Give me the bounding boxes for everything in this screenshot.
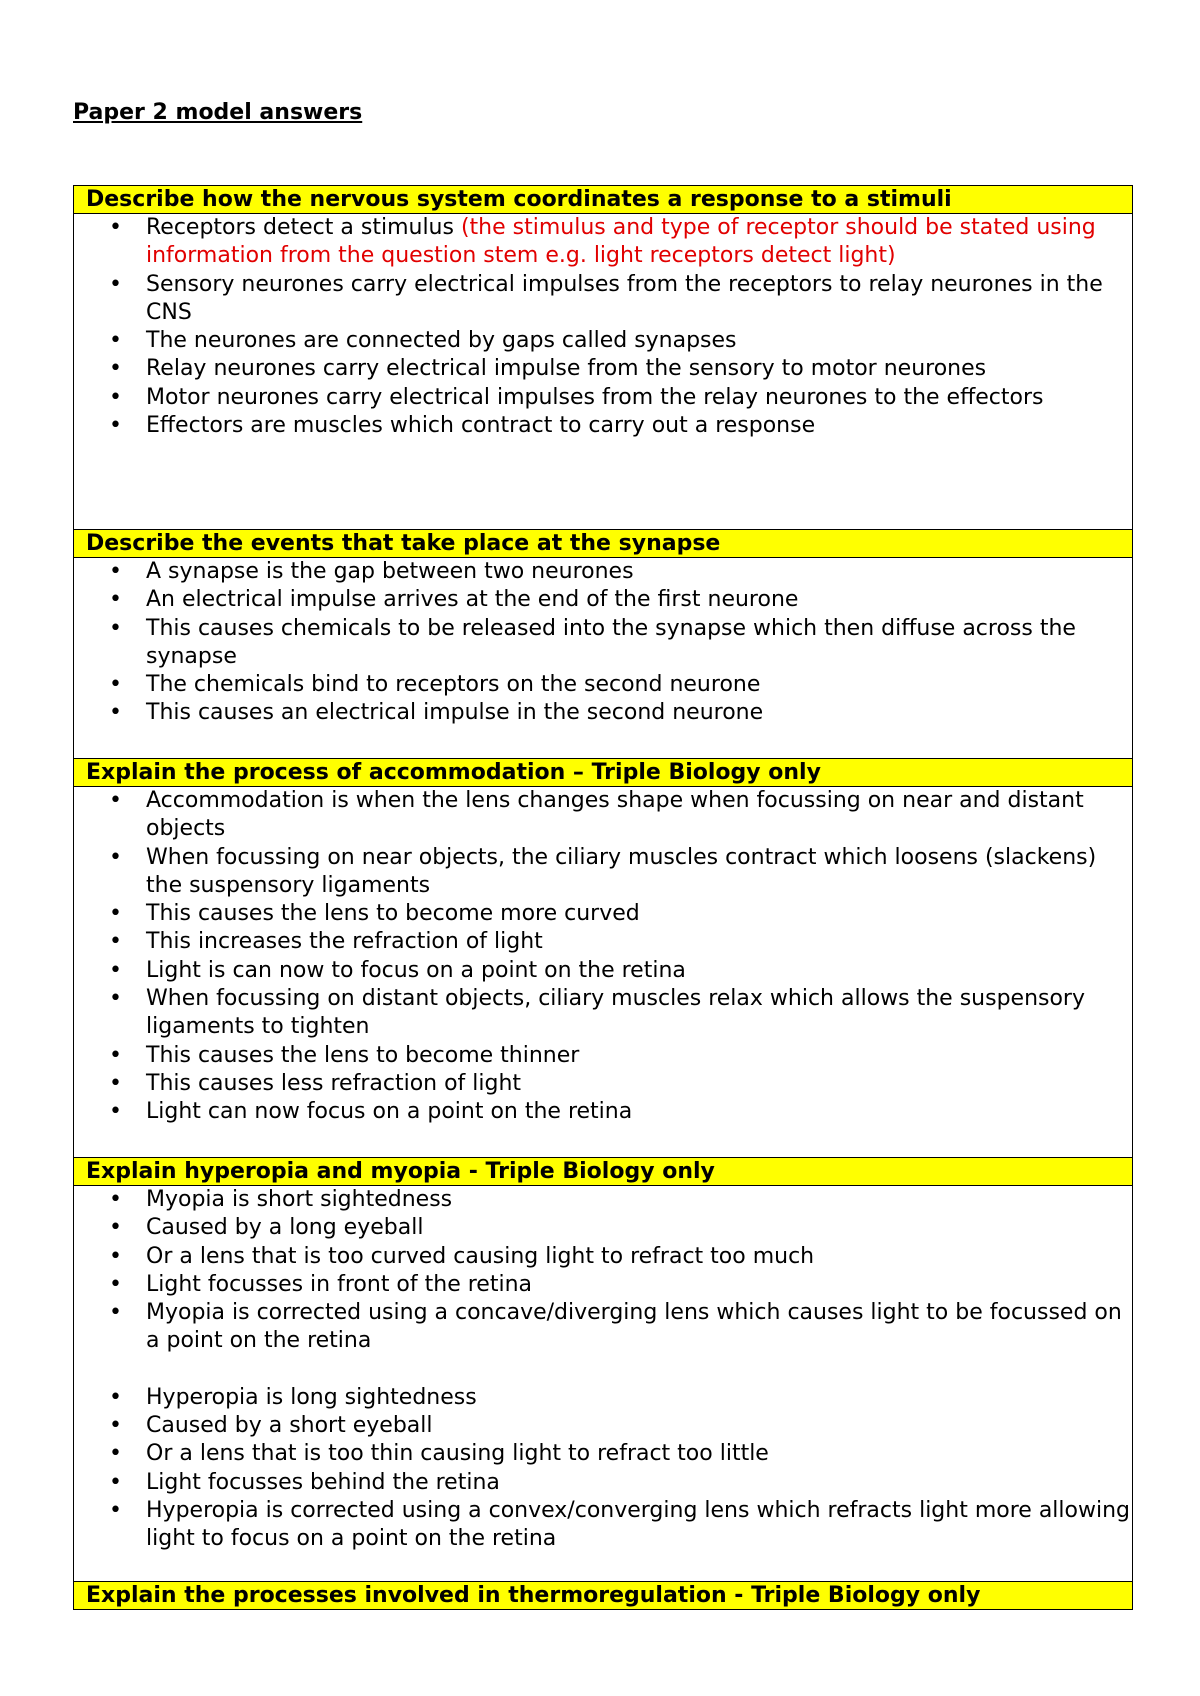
list-item: • Hyperopia is long sightedness — [146, 1384, 1132, 1412]
answer-cell — [74, 787, 1133, 1158]
question-row — [74, 1158, 1133, 1186]
answer-cell — [74, 214, 1133, 530]
list-item: • Or a lens that is too thin causing light to refract too little — [146, 1440, 1132, 1468]
list-item: • A synapse is the gap between two neurones — [146, 558, 1132, 586]
list-item: • Accommodation is when the lens changes shape when focussing on near and distant objects — [146, 787, 1132, 844]
list-item: • When focussing on distant objects, ciliary muscles relax which allows the suspensory ligaments to tighten — [146, 985, 1132, 1042]
list-item: • Light focusses in front of the retina — [146, 1271, 1132, 1299]
question-heading: Explain hyperopia and myopia - Triple Biology only — [74, 1158, 1133, 1186]
answer-list — [86, 214, 1132, 440]
list-item: • Hyperopia is corrected using a convex/converging lens which refracts light more allowing light to focus on a point on the retina — [146, 1497, 1132, 1554]
question-heading: Explain the process of accommodation – Triple Biology only — [74, 759, 1133, 787]
answer-row — [74, 787, 1133, 1158]
list-item: • Myopia is corrected using a concave/diverging lens which causes light to be focussed on a point on the retina — [146, 1299, 1132, 1356]
list-item: • Light can now focus on a point on the retina — [146, 1098, 1132, 1126]
question-heading: Describe the events that take place at the synapse — [74, 530, 1133, 558]
answer-row — [74, 1186, 1133, 1582]
question-heading: Explain the processes involved in thermoregulation - Triple Biology only — [74, 1582, 1133, 1610]
list-item: • This causes less refraction of light — [146, 1070, 1132, 1098]
list-item: • Caused by a long eyeball — [146, 1214, 1132, 1242]
list-item: • This increases the refraction of light — [146, 928, 1132, 956]
model-answers-table — [73, 185, 1133, 1610]
question-row — [74, 1582, 1133, 1610]
list-item: • Or a lens that is too curved causing light to refract too much — [146, 1243, 1132, 1271]
question-row — [74, 186, 1133, 214]
spacer — [146, 1356, 1132, 1384]
answer-text: Receptors detect a stimulus — [146, 215, 461, 240]
answer-list — [86, 787, 1132, 1127]
page-title: Paper 2 model answers — [73, 100, 363, 125]
list-item: • Myopia is short sightedness — [146, 1186, 1132, 1214]
answer-row — [74, 558, 1133, 759]
answer-list — [86, 558, 1132, 728]
question-row — [74, 759, 1133, 787]
question-heading: Describe how the nervous system coordinates a response to a stimuli — [74, 186, 1133, 214]
list-item — [146, 214, 1132, 271]
list-item: • Relay neurones carry electrical impulse from the sensory to motor neurones — [146, 355, 1132, 383]
answer-row — [74, 214, 1133, 530]
list-item: • This causes an electrical impulse in the second neurone — [146, 699, 1132, 727]
examiner-note: (the stimulus and type of receptor should be stated using information from the question stem e.g. light receptors detect light) — [146, 215, 1096, 269]
list-item: • This causes chemicals to be released into the synapse which then diffuse across the synapse — [146, 615, 1132, 672]
list-item: • Light is can now to focus on a point on the retina — [146, 957, 1132, 985]
list-item: • Sensory neurones carry electrical impulses from the receptors to relay neurones in the CNS — [146, 271, 1132, 328]
list-item: • This causes the lens to become more curved — [146, 900, 1132, 928]
list-item: • The chemicals bind to receptors on the second neurone — [146, 671, 1132, 699]
list-item: • When focussing on near objects, the ciliary muscles contract which loosens (slackens) the suspensory ligaments — [146, 844, 1132, 901]
list-item: • The neurones are connected by gaps called synapses — [146, 327, 1132, 355]
list-item: • An electrical impulse arrives at the end of the first neurone — [146, 586, 1132, 614]
list-item: • Effectors are muscles which contract to carry out a response — [146, 412, 1132, 440]
answer-list — [86, 1186, 1132, 1554]
list-item: • Motor neurones carry electrical impulses from the relay neurones to the effectors — [146, 384, 1132, 412]
list-item: • This causes the lens to become thinner — [146, 1042, 1132, 1070]
answer-cell — [74, 1186, 1133, 1582]
list-item: • Caused by a short eyeball — [146, 1412, 1132, 1440]
question-row — [74, 530, 1133, 558]
answer-cell — [74, 558, 1133, 759]
list-item: • Light focusses behind the retina — [146, 1469, 1132, 1497]
